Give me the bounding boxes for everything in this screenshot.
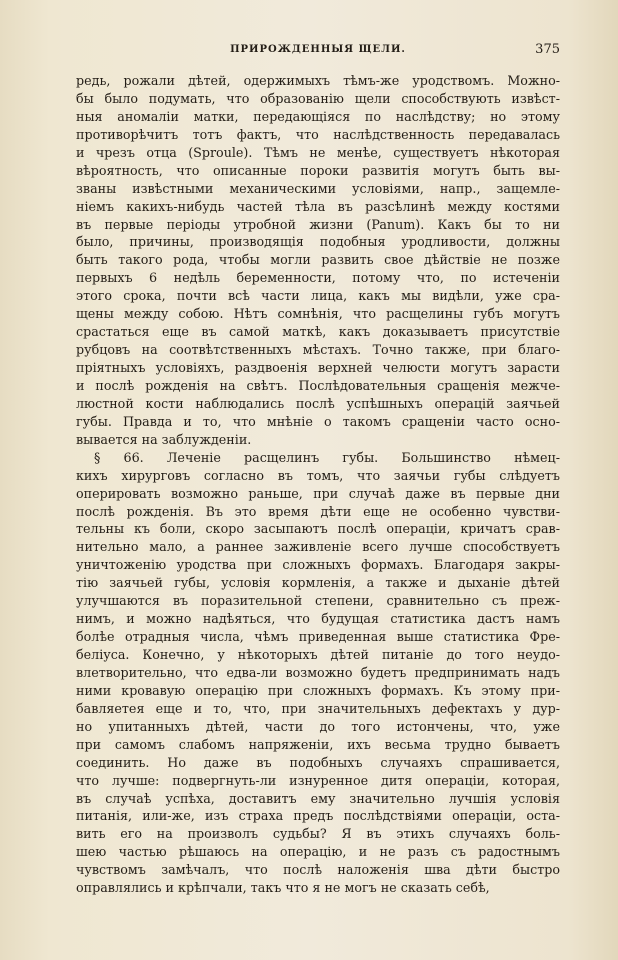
text-line: оперировать возможно раньше, при случаѣ даже въ первые дни xyxy=(76,485,560,501)
text-line: званы извѣстными механическими условіями, напр., защемле- xyxy=(76,180,560,196)
text-line: § 66. Леченіе расщелинъ губы. Большинство нѣмец- xyxy=(94,449,560,465)
text-line: срастаться еще въ самой маткѣ, какъ доказываетъ присутствіе xyxy=(76,324,560,340)
text-line: тію заячьей губы, условія кормленія, а также и дыханіе дѣтей xyxy=(76,575,560,591)
text-line: уничтоженію уродства при сложныхъ формахъ. Благодаря закры- xyxy=(76,557,560,573)
text-line: при самомъ слабомъ напряженіи, ихъ весьма трудно бываетъ xyxy=(76,736,560,752)
text-line: вывается на заблужденіи. xyxy=(76,431,252,447)
text-line: и послѣ рожденія на свѣтъ. Послѣдовательныя сращенія межче- xyxy=(76,377,560,393)
running-head: ПРИРОЖДЕННЫЯ ЩЕЛИ. xyxy=(230,44,406,55)
text-line: чувствомъ замѣчалъ, что послѣ наложенія шва дѣти быстро xyxy=(76,862,560,878)
text-line: ними кровавую операцію при сложныхъ формахъ. Къ этому при- xyxy=(76,682,560,698)
text-line: и чрезъ отца (Sproule). Тѣмъ не менѣе, существуетъ нѣкоторая xyxy=(76,144,560,160)
text-line: этого срока, почти всѣ части лица, какъ мы видѣли, уже сра- xyxy=(76,288,560,304)
text-line: кихъ хирурговъ согласно въ томъ, что заячьи губы слѣдуетъ xyxy=(76,467,560,483)
text-line: влетворительно, что едва-ли возможно будетъ предпринимать надъ xyxy=(76,664,560,680)
text-line: бавляетея еще и то, что, при значительныхъ дефектахъ у дур- xyxy=(76,700,560,716)
text-line: щены между собою. Нѣтъ сомнѣнія, что расщелины губъ могутъ xyxy=(76,306,560,322)
text-line: послѣ рожденія. Въ это время дѣти еще не особенно чувстви- xyxy=(76,503,560,519)
page-number: 375 xyxy=(535,42,560,57)
text-line: первыхъ 6 недѣль беременности, потому что, по истеченіи xyxy=(76,270,560,286)
text-line: вѣроятность, что описанные пороки развитія могутъ быть вы- xyxy=(76,162,560,178)
text-line: шею частью рѣшаюсь на операцію, и не разъ съ радостнымъ xyxy=(76,844,560,860)
text-line: тельны къ боли, скоро засыпаютъ послѣ операціи, кричатъ срав- xyxy=(76,521,560,537)
text-line: бы было подумать, что образованію щели способствують извѣст- xyxy=(76,90,560,106)
text-line: противорѣчитъ тотъ фактъ, что наслѣдственность передавалась xyxy=(76,126,560,142)
text-line: было, причины, производящія подобныя уродливости, должны xyxy=(76,234,560,250)
text-line: рубцовъ на соотвѣтственныхъ мѣстахъ. Точно также, при благо- xyxy=(76,342,560,358)
body-text xyxy=(76,72,560,897)
text-line: ныя аномаліи матки, передающіяся по наслѣдству; но этому xyxy=(76,108,560,124)
text-line: улучшаются въ поразительной степени, сравнительно съ преж- xyxy=(76,593,560,609)
text-line: быть такого рода, чтобы могли развить свое дѣйствіе не позже xyxy=(76,252,560,268)
text-line: соединить. Но даже въ подобныхъ случаяхъ спрашивается, xyxy=(76,754,560,770)
text-line: что лучше: подвергнуть-ли изнуренное дитя операціи, которая, xyxy=(76,772,560,788)
text-line: нительно мало, а раннее заживленіе всего лучше способствуетъ xyxy=(76,539,560,555)
text-line: пріятныхъ условіяхъ, раздвоенія верхней челюсти могутъ зарасти xyxy=(76,360,560,375)
text-line: оправлялись и крѣпчали, такъ что я не могъ не сказать себѣ, xyxy=(76,880,490,896)
text-line: питанія, или-же, изъ страха предъ послѣдствіями операціи, оста- xyxy=(76,808,560,824)
page-header xyxy=(76,44,560,62)
text-line: редь, рожали дѣтей, одержимыхъ тѣмъ-же уродствомъ. Можно- xyxy=(76,73,560,88)
text-line: въ случаѣ успѣха, доставитъ ему значительно лучшія условія xyxy=(76,790,560,806)
text-line: въ первые періоды утробной жизни (Panum). Какъ бы то ни xyxy=(76,216,560,232)
text-line: но упитанныхъ дѣтей, части до того истончены, что, уже xyxy=(76,718,560,734)
text-line: вить его на произволъ судьбы? Я въ этихъ случаяхъ боль- xyxy=(76,826,560,842)
text-line: ніемъ какихъ-нибудь частей тѣла въ разсѣлинѣ между костями xyxy=(76,198,560,214)
text-line: губы. Правда и то, что мнѣніе о такомъ сращеніи часто осно- xyxy=(76,413,560,429)
text-line: нимъ, и можно надѣяться, что будущая статистика дастъ намъ xyxy=(76,611,560,627)
text-line: болѣе отрадныя числа, чѣмъ приведенная выше статистика Фре- xyxy=(76,629,560,645)
text-line: беліуса. Конечно, у нѣкоторыхъ дѣтей питаніе до того неудо- xyxy=(76,647,560,662)
text-line: люстной кости наблюдались послѣ успѣшныхъ операцій заячьей xyxy=(76,395,560,411)
